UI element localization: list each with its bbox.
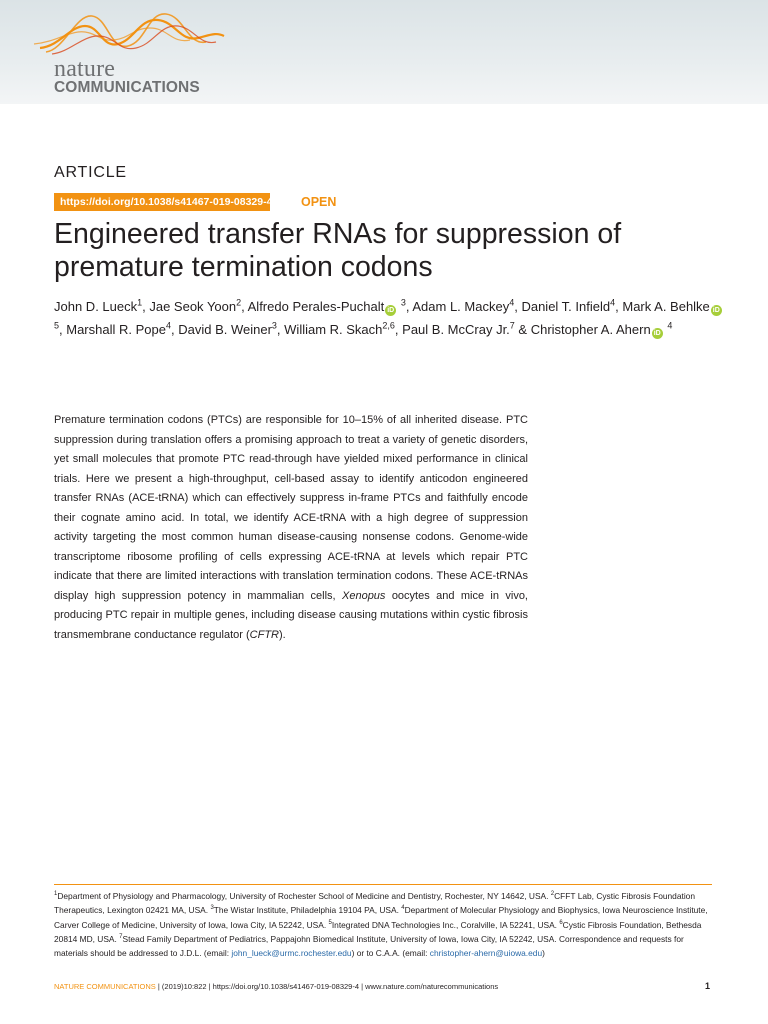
correspondence-text-mid: ) or to C.A.A. (email:: [351, 948, 430, 959]
author-name[interactable]: Jae Seok Yoon: [149, 299, 237, 314]
affil-sup: 3: [210, 905, 214, 912]
footer-citation: | (2019)10:822 | https://doi.org/10.1038/s41467-019-08329-4 | www.nature.com/naturecommunications: [155, 982, 499, 991]
affil-6: Cystic Fibrosis Foundation, Bethesda 20814 MD, USA.: [54, 919, 702, 944]
affil-sup: 4: [401, 905, 405, 912]
footer-journal-link[interactable]: NATURE COMMUNICATIONS: [54, 982, 156, 991]
author-separator: ,: [241, 299, 248, 314]
correspondence-text: Correspondence and requests for materials should be addressed to J.D.L. (email:: [54, 933, 684, 959]
author-name[interactable]: Marshall R. Pope: [66, 321, 166, 337]
author-separator: ,: [142, 299, 150, 314]
author-name[interactable]: Mark A. Behlke: [622, 299, 710, 314]
affil-4: Department of Molecular Physiology and Biophysics, Iowa Neuroscience Institute, Carver College of Medicine, University of Iowa, Iowa City, IA 52242, USA.: [54, 905, 708, 930]
author-affiliation-sup: 2,6: [382, 320, 395, 331]
nature-logo-waves-icon: [30, 6, 230, 58]
author-separator: ,: [170, 321, 179, 337]
author-name[interactable]: Daniel T. Infield: [521, 299, 611, 314]
abstract-italic-cftr: CFTR: [249, 628, 279, 641]
affil-sup: 7: [119, 934, 123, 941]
article-type-label: ARTICLE: [54, 164, 127, 181]
correspondence-text-end: ): [542, 948, 545, 959]
author-affiliation-sup: 5: [54, 320, 60, 331]
author-name[interactable]: Adam L. Mackey: [412, 299, 510, 314]
journal-masthead: [0, 0, 768, 104]
affil-3: The Wistar Institute, Philadelphia 19104 PA, USA.: [213, 905, 402, 916]
author-name[interactable]: Paul B. McCray Jr.: [402, 321, 510, 337]
logo-nature-text: nature: [54, 56, 116, 82]
affiliations: [54, 889, 714, 960]
email-link-lueck[interactable]: john_lueck@urmc.rochester.edu: [231, 948, 352, 959]
affil-sup: 1: [54, 891, 58, 898]
author-name[interactable]: David B. Weiner: [178, 321, 272, 337]
author-affiliation-sup: 4: [509, 297, 515, 308]
affil-5: Integrated DNA Technologies Inc., Coralville, IA 52241, USA.: [331, 919, 560, 930]
orcid-icon[interactable]: iD: [653, 329, 661, 337]
author-affiliation-sup: 1: [137, 297, 143, 308]
affil-1: Department of Physiology and Pharmacology, University of Rochester School of Medicine and Dentistry, Rochester, NY 14642, USA.: [57, 891, 551, 901]
author-affiliation-sup: 2: [236, 297, 242, 308]
email-link-ahern[interactable]: christopher-ahern@uiowa.edu: [429, 948, 543, 959]
orcid-icon[interactable]: iD: [712, 307, 720, 314]
author-separator: ,: [615, 299, 623, 314]
author-name[interactable]: Alfredo Perales-Puchalt: [247, 299, 385, 314]
author-name[interactable]: John D. Lueck: [54, 299, 138, 314]
author-affiliation-sup: 7: [509, 320, 515, 331]
abstract-text-cont: oocytes and mice in vivo, producing PTC repair in multiple genes, including disease causing mutations within cystic fibrosis transmembrane conductance regulator (: [54, 589, 528, 641]
abstract-text: Premature termination codons (PTCs) are responsible for 10–15% of all inherited disease. PTC suppression during translation offers a promising approach to treat a variety of genetic disorders, yet small molecules that promote PTC read-through have yielded mixed performance in clinical trials. Here we present a high-throughput, cell-based assay to identify anticodon engineered transfer RNAs (ACE-tRNA) which can effectively suppress in-frame PTCs and faithfully encode their cognate amino acid. In total, we identify ACE-tRNA with a high degree of suppression activity targeting the most common human disease-causing nonsense codons. Genome-wide transcriptome ribosome profiling of cells expressing ACE-tRNA at levels which repair PTC indicate that there are limited interactions with translation termination codons. These ACE-tRNAs display high suppression potency in mammalian cells,: [54, 414, 528, 602]
author-affiliation-sup: 4: [165, 320, 171, 331]
author-affiliation-sup: 4: [667, 320, 673, 331]
author-name[interactable]: Christopher A. Ahern: [530, 321, 651, 337]
page-number: 1: [705, 981, 711, 991]
article-title: Engineered transfer RNAs for suppression of premature termination codons: [54, 218, 622, 283]
author-separator: ,: [59, 321, 67, 337]
author-affiliation-sup: 4: [610, 297, 616, 308]
affil-sup: 2: [550, 891, 555, 898]
page-footer: [54, 982, 498, 991]
doi-link[interactable]: https://doi.org/10.1038/s41467-019-08329-4: [54, 193, 270, 211]
affiliations-divider: [54, 884, 712, 885]
affil-2: CFFT Lab, Cystic Fibrosis Foundation Therapeutics, Lexington 02421 MA, USA.: [54, 891, 695, 916]
author-separator: ,: [514, 299, 522, 314]
affil-7: Stead Family Department of Pediatrics, Pappajohn Biomedical Institute, University of Iowa, Iowa City, IA 52242, USA.: [122, 933, 559, 944]
affil-sup: 6: [559, 919, 563, 926]
author-name[interactable]: William R. Skach: [284, 321, 383, 337]
author-affiliation-sup: 3: [400, 297, 406, 308]
orcid-icon[interactable]: iD: [387, 307, 395, 314]
abstract-italic-xenopus: Xenopus: [342, 589, 386, 602]
author-separator: ,: [394, 321, 403, 337]
author-list: [54, 296, 734, 341]
abstract: [54, 411, 528, 645]
affil-sup: 5: [328, 919, 332, 926]
author-separator: &: [514, 321, 531, 337]
author-separator: ,: [405, 299, 413, 314]
author-affiliation-sup: 3: [271, 320, 277, 331]
open-access-label: OPEN: [301, 195, 337, 209]
logo-communications-text: COMMUNICATIONS: [54, 79, 200, 96]
author-separator: ,: [276, 321, 285, 337]
abstract-text-end: ).: [279, 628, 286, 641]
